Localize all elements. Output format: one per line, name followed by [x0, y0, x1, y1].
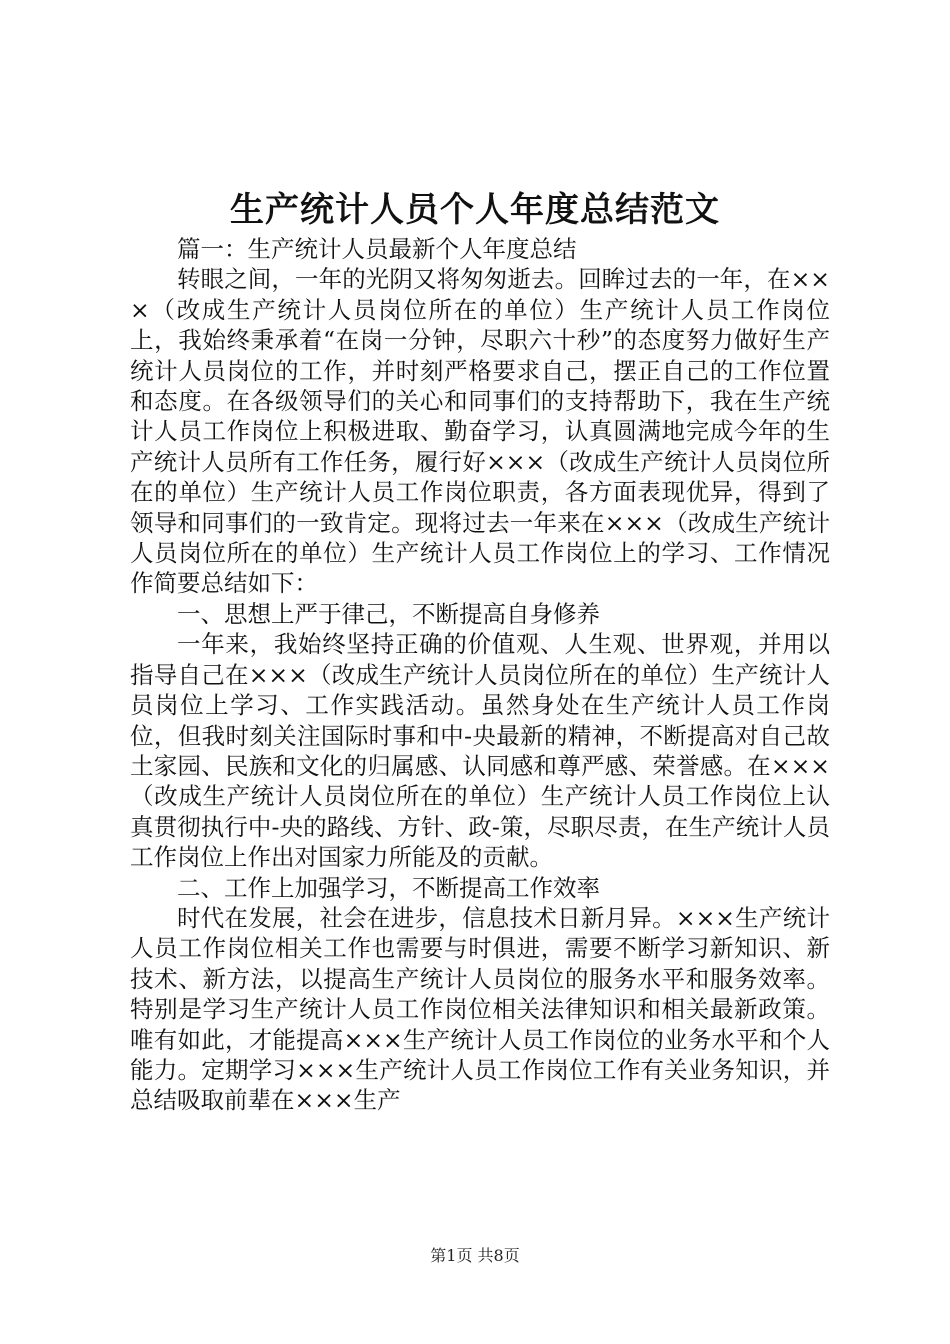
paragraph-section-1: 一年来，我始终坚持正确的价值观、人生观、世界观，并用以指导自己在×××（改成生产统计人员岗位所在的单位）生产统计人员岗位上学习、工作实践活动。虽然身处在生产统计人员工作岗位，但我时刻关注国际时事和中-央最新的精神，不断提高对自己故土家园、民族和文化的归属感、认同感和尊严感、荣誉感。在×××（改成生产统计人员岗位所在的单位）生产统计人员工作岗位上认真贯彻执行中-央的路线、方针、政-策，尽职尽责，在生产统计人员工作岗位上作出对国家力所能及的贡献。 — [130, 630, 830, 872]
section-heading-part-one: 篇一：生产统计人员最新个人年度总结 — [177, 235, 577, 263]
paragraph-intro: 转眼之间，一年的光阴又将匆匆逝去。回眸过去的一年，在×××（改成生产统计人员岗位所在的单位）生产统计人员工作岗位上，我始终秉承着“在岗一分钟，尽职六十秒”的态度努力做好生产统计人员岗位的工作，并时刻严格要求自己，摆正自己的工作位置和态度。在各级领导们的关心和同事们的支持帮助下，我在生产统计人员工作岗位上积极进取、勤奋学习，认真圆满地完成今年的生产统计人员所有工作任务，履行好×××（改成生产统计人员岗位所在的单位）生产统计人员工作岗位职责，各方面表现优异，得到了领导和同事们的一致肯定。现将过去一年来在×××（改成生产统计人员岗位所在的单位）生产统计人员工作岗位上的学习、工作情况作简要总结如下： — [130, 265, 830, 598]
paragraph-section-2: 时代在发展，社会在进步，信息技术日新月异。×××生产统计人员工作岗位相关工作也需要与时俱进，需要不断学习新知识、新技术、新方法，以提高生产统计人员岗位的服务水平和服务效率。特别是学习生产统计人员工作岗位相关法律知识和相关最新政策。唯有如此，才能提高×××生产统计人员工作岗位的业务水平和个人能力。定期学习×××生产统计人员工作岗位工作有关业务知识，并总结吸取前辈在×××生产 — [130, 903, 830, 1115]
section-heading-2: 二、工作上加强学习，不断提高工作效率 — [177, 873, 600, 902]
page-footer: 第1页 共8页 — [430, 1246, 520, 1265]
document-body — [130, 234, 830, 1116]
document-title: 生产统计人员个人年度总结范文 — [230, 190, 720, 230]
section-heading-1: 一、思想上严于律己，不断提高自身修养 — [177, 599, 600, 628]
